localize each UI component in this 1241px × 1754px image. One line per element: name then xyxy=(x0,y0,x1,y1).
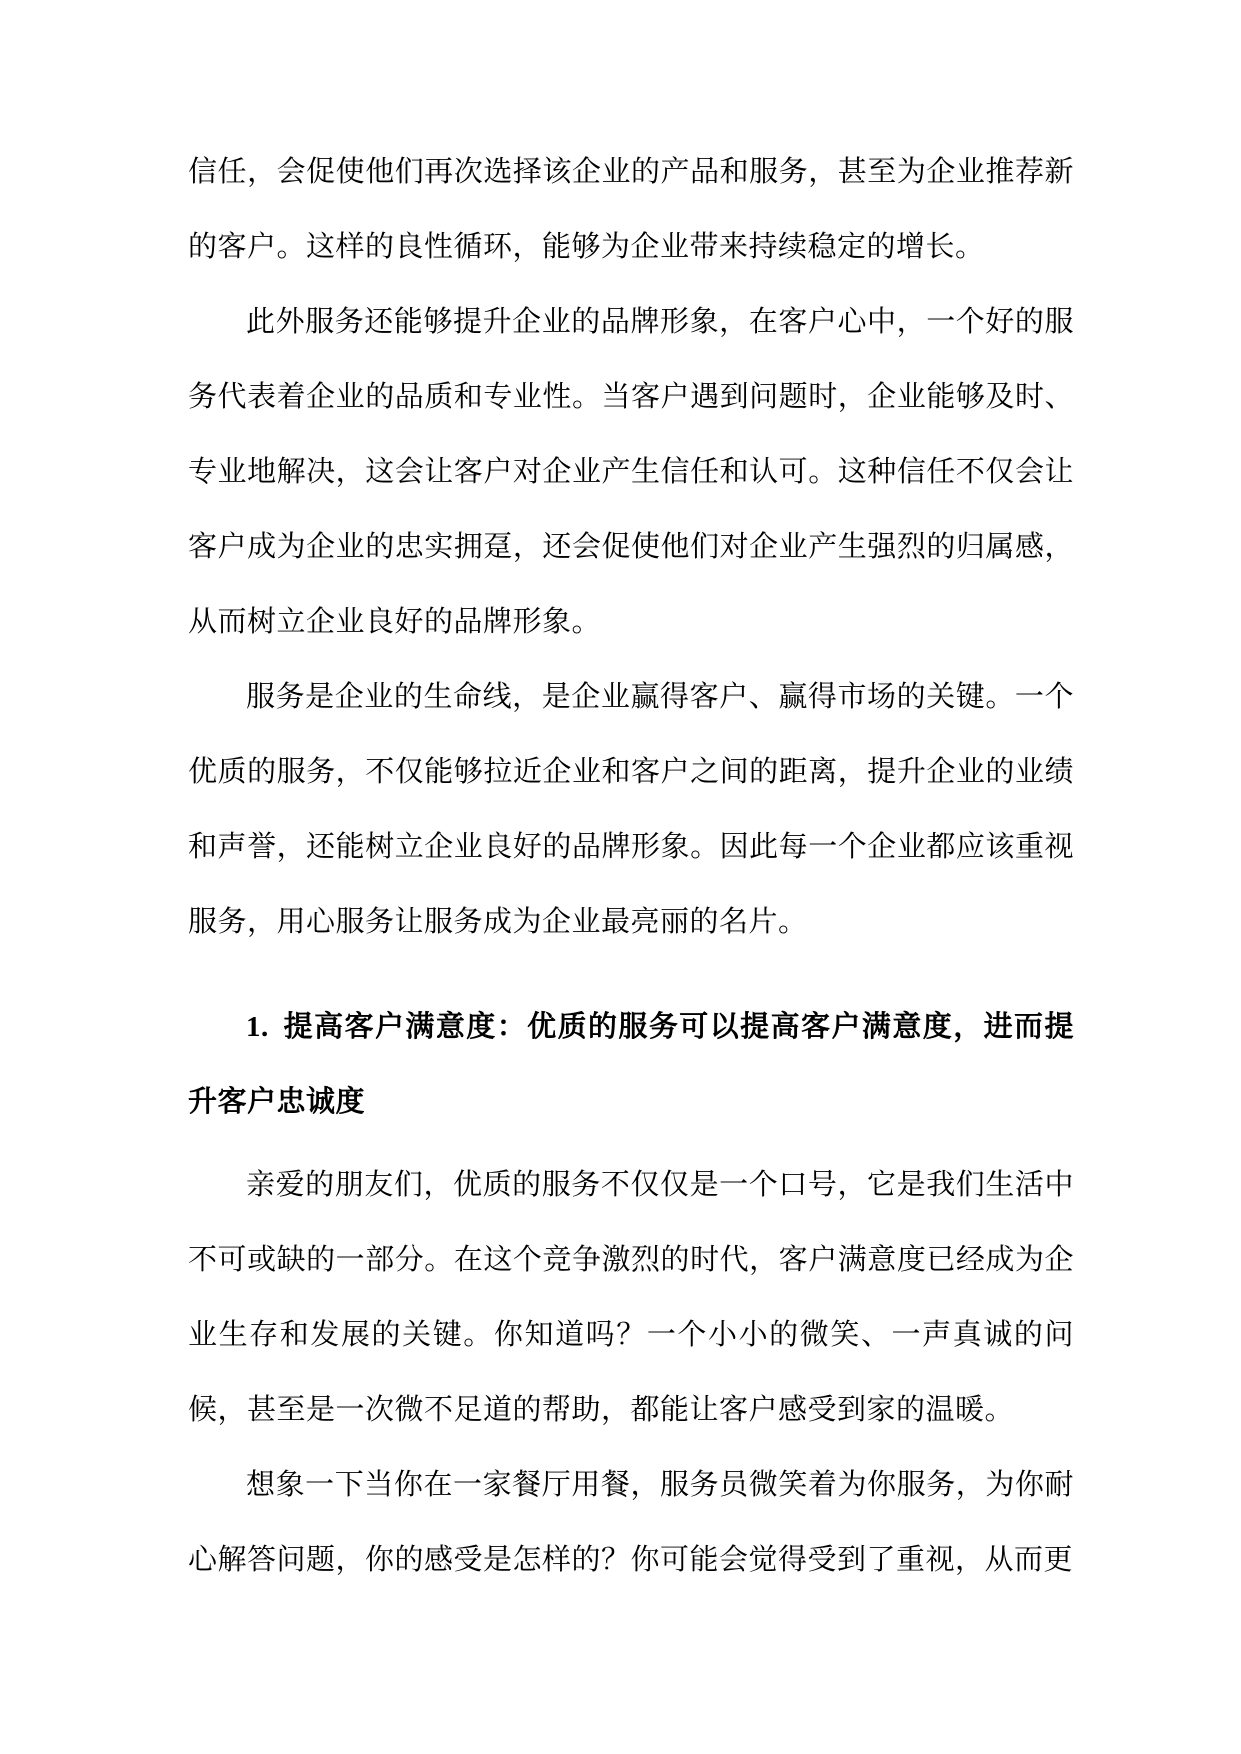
paragraph: 服务是企业的生命线，是企业赢得客户、赢得市场的关键。一个优质的服务，不仅能够拉近企业和客户之间的距离，提升企业的业绩和声誉，还能树立企业良好的品牌形象。因此每一个企业都应该重视服务，用心服务让服务成为企业最亮丽的名片。 xyxy=(188,681,1074,938)
paragraph: 亲爱的朋友们，优质的服务不仅仅是一个口号，它是我们生活中不可或缺的一部分。在这个竞争激烈的时代，客户满意度已经成为企业生存和发展的关键。你知道吗？一个小小的微笑、一声真诚的问候，甚至是一次微不足道的帮助，都能让客户感受到家的温暖。 xyxy=(188,1169,1074,1426)
section-heading-number: 1. xyxy=(246,1011,269,1043)
section-heading xyxy=(188,990,1074,1140)
section-heading-text: 提高客户满意度：优质的服务可以提高客户满意度，进而提升客户忠诚度 xyxy=(188,1011,1074,1118)
paragraph: 想象一下当你在一家餐厅用餐，服务员微笑着为你服务，为你耐心解答问题，你的感受是怎样的？你可能会觉得受到了重视，从而更 xyxy=(188,1469,1074,1576)
paragraph: 此外服务还能够提升企业的品牌形象，在客户心中，一个好的服务代表着企业的品质和专业性。当客户遇到问题时，企业能够及时、专业地解决，这会让客户对企业产生信任和认可。这种信任不仅会让客户成为企业的忠实拥趸，还会促使他们对企业产生强烈的归属感，从而树立企业良好的品牌形象。 xyxy=(188,306,1074,638)
paragraph: 信任，会促使他们再次选择该企业的产品和服务，甚至为企业推荐新的客户。这样的良性循环，能够为企业带来持续稳定的增长。 xyxy=(188,156,1074,263)
